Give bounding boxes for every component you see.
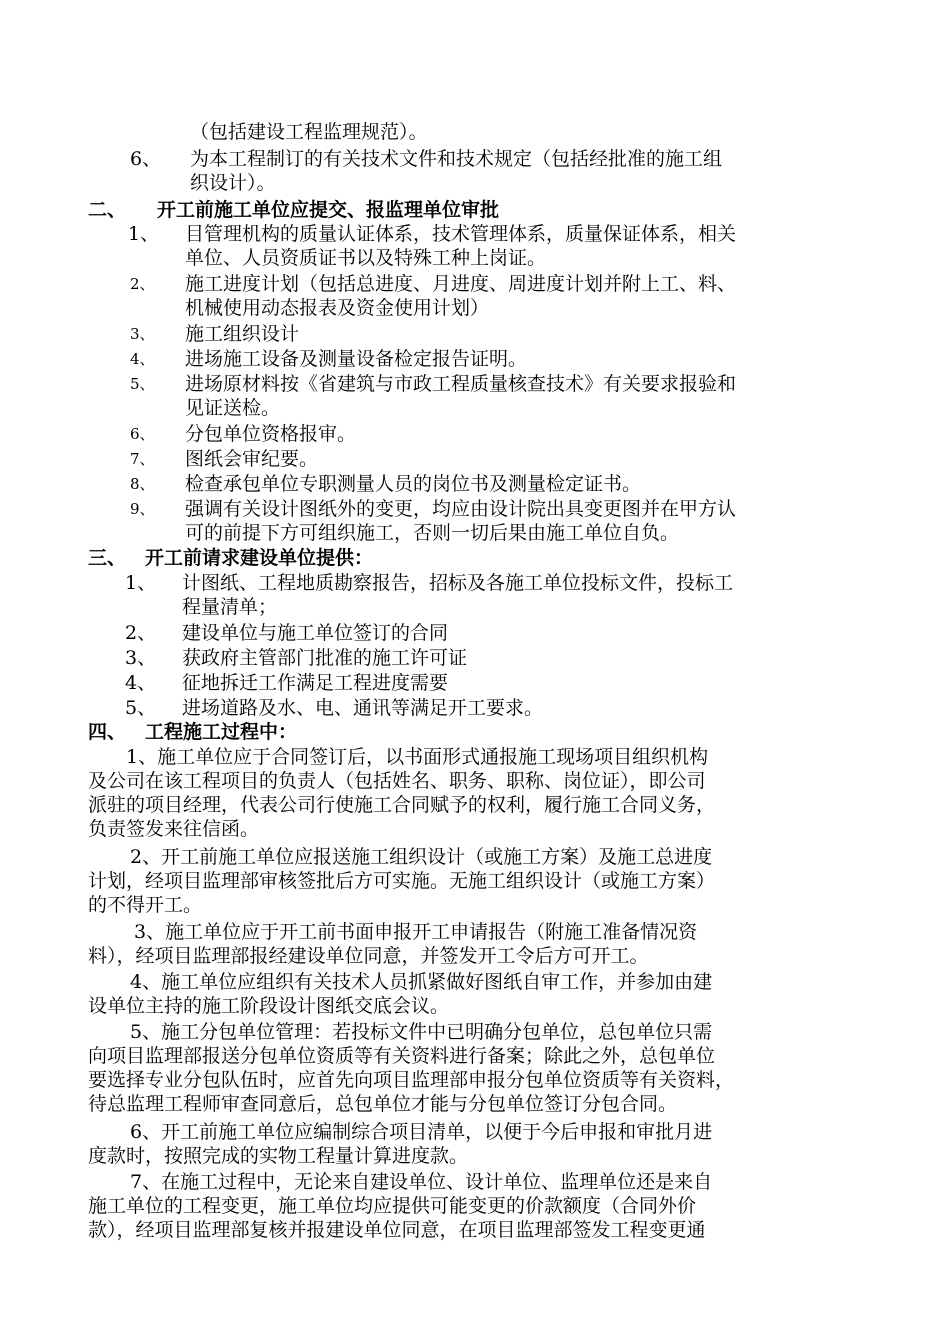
paragraph-line: 2、开工前施工单位应报送施工组织设计（或施工方案）及施工总进度 xyxy=(130,846,713,868)
list-number: 9、 xyxy=(130,500,155,518)
paragraph-line: 5、施工分包单位管理：若投标文件中已明确分包单位，总包单位只需 xyxy=(130,1021,713,1043)
section-title: 开工前施工单位应提交、报监理单位审批 xyxy=(157,199,500,221)
list-number: 4、 xyxy=(125,672,157,694)
section-number: 三、 xyxy=(88,547,127,569)
paragraph-line: 1、施工单位应于合同签订后，以书面形式通报施工现场项目组织机构 xyxy=(126,746,709,768)
list-item-text: 图纸会审纪要。 xyxy=(185,448,319,470)
list-item-text: 见证送检。 xyxy=(185,397,281,419)
list-item-text: 机械使用动态报表及资金使用计划） xyxy=(185,297,490,319)
list-number: 4、 xyxy=(130,350,155,368)
paragraph-line: 3、施工单位应于开工前书面申报开工申请报告（附施工准备情况资 xyxy=(134,921,698,943)
paragraph-line: 负责签发来往信函。 xyxy=(88,818,260,840)
list-item-text: 征地拆迁工作满足工程进度需要 xyxy=(182,672,449,694)
list-number: 2、 xyxy=(125,622,157,644)
paragraph-line: 度款时，按照完成的实物工程量计算进度款。 xyxy=(88,1145,469,1167)
list-number: 2、 xyxy=(130,275,155,293)
paragraph-line: 及公司在该工程项目的负责人（包括姓名、职务、职称、岗位证），即公司 xyxy=(88,770,706,792)
list-item-text: 可的前提下方可组织施工，否则一切后果由施工单位自负。 xyxy=(185,522,680,544)
list-item-text: 进场原材料按《省建筑与市政工程质量核查技术》有关要求报验和 xyxy=(185,373,737,395)
paragraph-line: 6、开工前施工单位应编制综合项目清单，以便于今后申报和审批月进 xyxy=(130,1121,713,1143)
list-number: 6、 xyxy=(130,148,162,170)
list-item-text: 计图纸、工程地质勘察报告，招标及各施工单位投标文件，投标工 xyxy=(182,572,734,594)
list-item-text: 程量清单； xyxy=(182,596,278,618)
section-title: 工程施工过程中： xyxy=(145,721,298,743)
list-item-text: 分包单位资格报审。 xyxy=(185,423,357,445)
paragraph-line: 的不得开工。 xyxy=(88,894,203,916)
list-number: 7、 xyxy=(130,450,155,468)
list-item-text: 进场施工设备及测量设备检定报告证明。 xyxy=(185,348,528,370)
paragraph-line: 4、施工单位应组织有关技术人员抓紧做好图纸自审工作，并参加由建 xyxy=(130,971,713,993)
list-number: 3、 xyxy=(130,325,155,343)
list-item-text: 施工组织设计 xyxy=(185,323,300,345)
list-item-text: 施工进度计划（包括总进度、月进度、周进度计划并附上工、料、 xyxy=(185,273,737,295)
paragraph-line: 要选择专业分包队伍时，应首先向项目监理部申报分包单位资质等有关资料， xyxy=(88,1069,735,1091)
list-item-text: 检查承包单位专职测量人员的岗位书及测量检定证书。 xyxy=(185,473,642,495)
section-number: 四、 xyxy=(88,721,127,743)
list-number: 6、 xyxy=(130,425,155,443)
list-number: 1、 xyxy=(128,223,160,245)
list-item-text: 建设单位与施工单位签订的合同 xyxy=(182,622,449,644)
paragraph-line: 派驻的项目经理，代表公司行使施工合同赋予的权利，履行施工合同义务， xyxy=(88,794,716,816)
paragraph-line: 向项目监理部报送分包单位资质等有关资料进行备案；除此之外，总包单位 xyxy=(88,1045,716,1067)
list-number: 8、 xyxy=(130,475,155,493)
paragraph-line: 施工单位的工程变更，施工单位均应提供可能变更的价款额度（合同外价 xyxy=(88,1195,697,1217)
list-number: 5、 xyxy=(125,697,157,719)
list-number: 1、 xyxy=(125,572,157,594)
intro-item-text: 织设计）。 xyxy=(190,172,276,194)
list-item-text: 获政府主管部门批准的施工许可证 xyxy=(182,647,468,669)
section-number: 二、 xyxy=(88,199,127,221)
paragraph-line: 计划，经项目监理部审核签批后方可实施。无施工组织设计（或施工方案） xyxy=(88,870,716,892)
list-number: 5、 xyxy=(130,375,155,393)
list-item-text: 目管理机构的质量认证体系，技术管理体系，质量保证体系，相关 xyxy=(185,223,737,245)
intro-item-text: 为本工程制订的有关技术文件和技术规定（包括经批准的施工组 xyxy=(190,148,723,170)
list-number: 3、 xyxy=(125,647,157,669)
list-item-text: 强调有关设计图纸外的变更，均应由设计院出具变更图并在甲方认 xyxy=(185,498,737,520)
paragraph-line: 料），经项目监理部报经建设单位同意，并签发开工令后方可开工。 xyxy=(88,945,649,967)
paragraph-line: 设单位主持的施工阶段设计图纸交底会议。 xyxy=(88,995,450,1017)
paragraph-line: 款），经项目监理部复核并报建设单位同意，在项目监理部签发工程变更通 xyxy=(88,1219,706,1241)
list-item-text: 单位、人员资质证书以及特殊工种上岗证。 xyxy=(185,247,547,269)
intro-line: （包括建设工程监理规范）。 xyxy=(190,121,428,143)
section-title: 开工前请求建设单位提供： xyxy=(145,547,374,569)
list-item-text: 进场道路及水、电、通讯等满足开工要求。 xyxy=(182,697,544,719)
paragraph-line: 待总监理工程师审查同意后，总包单位才能与分包单位签订分包合同。 xyxy=(88,1093,678,1115)
paragraph-line: 7、在施工过程中，无论来自建设单位、设计单位、监理单位还是来自 xyxy=(130,1171,713,1193)
